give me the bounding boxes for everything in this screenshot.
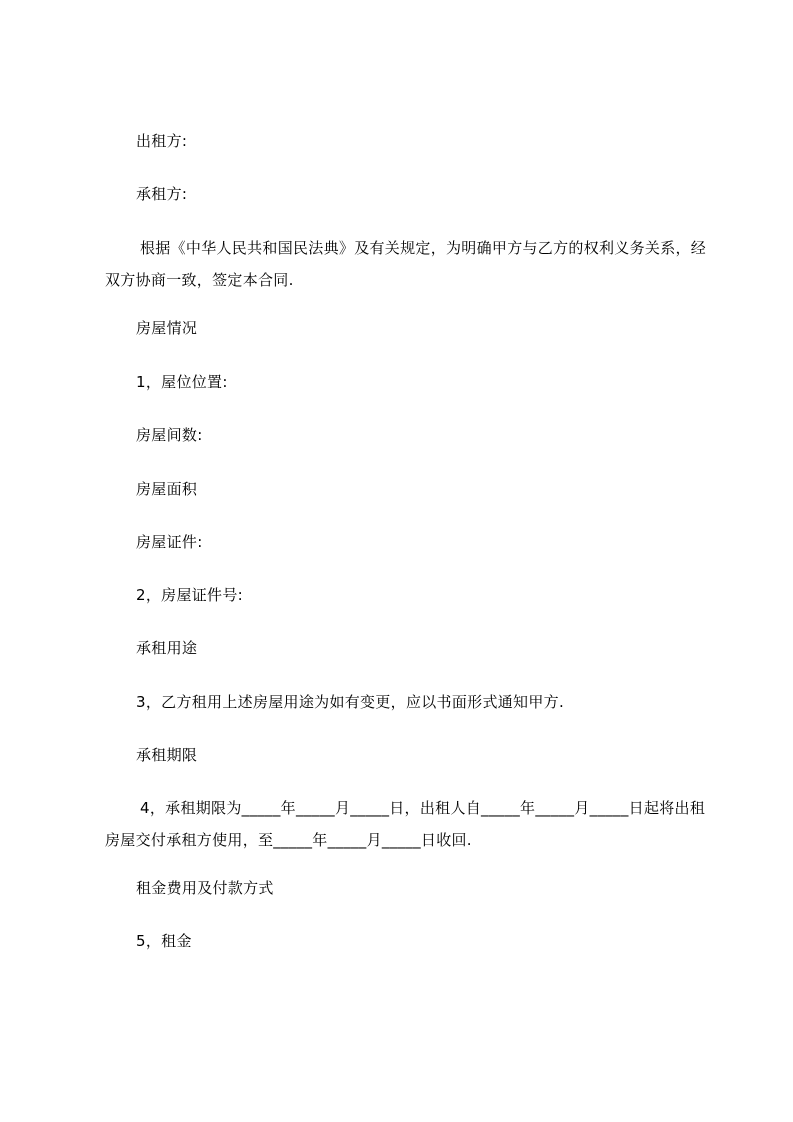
lessee-label: 承租方: xyxy=(136,185,188,203)
section-use-heading: 承租用途 xyxy=(136,639,198,657)
item-4-term-paragraph: 4，承租期限为_____年_____月_____日，出租人自_____年_____月_____日起将出租房屋交付承租方使用，至_____年_____月_____日收回. xyxy=(105,799,706,849)
house-rooms-label: 房屋间数: xyxy=(136,426,203,444)
section-rent-heading: 租金费用及付款方式 xyxy=(136,879,274,897)
section-house-heading: 房屋情况 xyxy=(136,319,198,337)
item-5-rent: 5，租金 xyxy=(136,932,192,950)
house-certificate-label: 房屋证件: xyxy=(136,533,203,551)
item-3-use: 3，乙方租用上述房屋用途为如有变更，应以书面形式通知甲方. xyxy=(136,693,565,711)
preamble-paragraph: 根据《中华人民共和国民法典》及有关规定，为明确甲方与乙方的权利义务关系，经双方协商一致，签定本合同. xyxy=(105,239,707,289)
lessor-label: 出租方: xyxy=(136,132,188,150)
section-term-heading: 承租期限 xyxy=(136,746,198,764)
house-area-label: 房屋面积 xyxy=(136,480,198,498)
item-1-location: 1，屋位位置: xyxy=(136,373,228,391)
item-2-certificate-number: 2，房屋证件号: xyxy=(136,586,243,604)
